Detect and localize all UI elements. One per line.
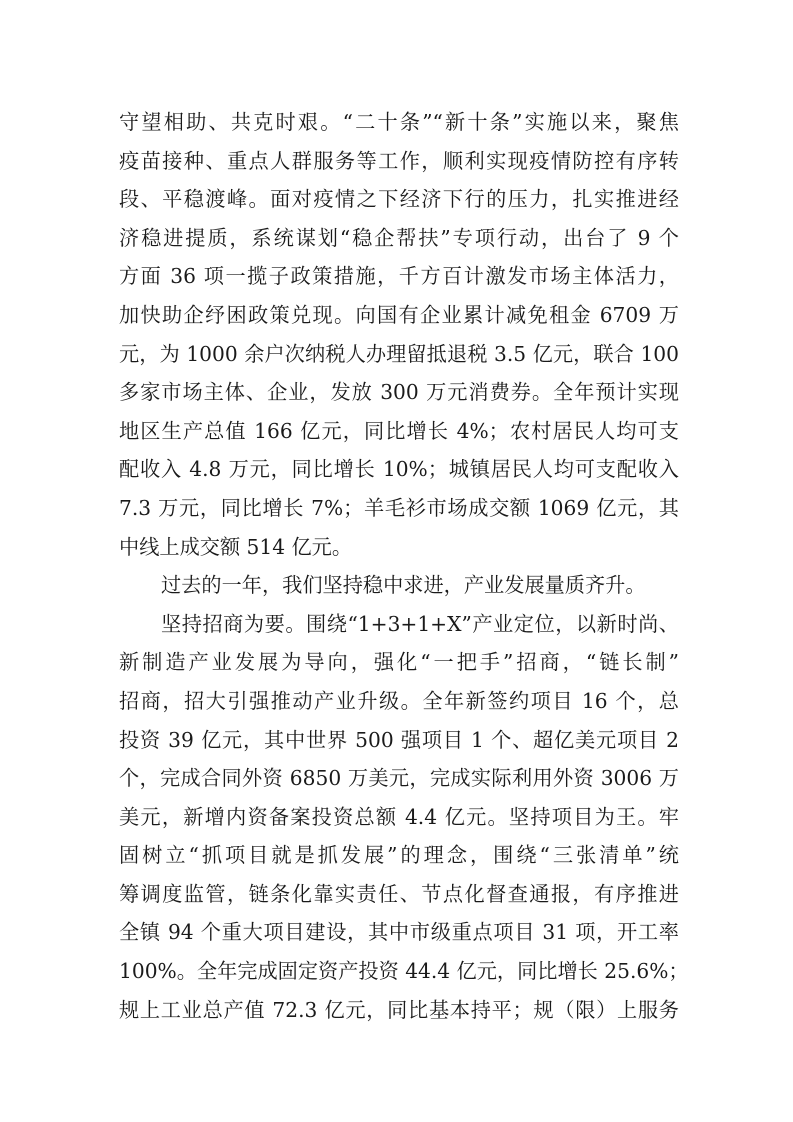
text-line: 方面 36 项一揽子政策措施，千方百计激发市场主体活力， (119, 264, 679, 289)
text-line: 投资 39 亿元，其中世界 500 强项目 1 个、超亿美元项目 2 (119, 727, 679, 752)
text-line: 全镇 94 个重大项目建设，其中市级重点项目 31 项，开工率 (119, 920, 679, 945)
text-line: 中线上成交额 514 亿元。 (119, 534, 353, 559)
text-line: 守望相助、共克时艰。“二十条”“新十条”实施以来，聚焦 (119, 110, 679, 134)
text-line: 招商，招大引强推动产业升级。全年新签约项目 16 个，总 (119, 688, 679, 713)
text-line: 元，为 1000 余户次纳税人办理留抵退税 3.5 亿元，联合 100 (119, 341, 679, 366)
text-line: 加快助企纾困政策兑现。向国有企业累计减免租金 6709 万 (119, 302, 679, 327)
text-line: 固树立“抓项目就是抓发展”的理念，围绕“三张清单”统 (119, 843, 679, 868)
body-text (119, 103, 689, 1029)
text-line: 配收入 4.8 万元，同比增长 10%；城镇居民人均可支配收入 (119, 457, 679, 482)
text-line: 筹调度监管，链条化靠实责任、节点化督查通报，有序推进 (119, 881, 679, 906)
text-line: 多家市场主体、企业，发放 300 万元消费券。全年预计实现 (119, 380, 679, 405)
text-line: 个，完成合同外资 6850 万美元，完成实际利用外资 3006 万 (119, 766, 679, 791)
text-line: 地区生产总值 166 亿元，同比增长 4%；农村居民人均可支 (119, 418, 679, 443)
text-line: 规上工业总产值 72.3 亿元，同比基本持平；规（限）上服务 (119, 997, 679, 1022)
text-line: 美元，新增内资备案投资总额 4.4 亿元。坚持项目为王。牢 (119, 804, 679, 829)
text-line: 7.3 万元，同比增长 7%；羊毛衫市场成交额 1069 亿元，其 (119, 495, 679, 520)
text-line: 段、平稳渡峰。面对疫情之下经济下行的压力，扎实推进经 (119, 187, 679, 212)
text-line: 新制造产业发展为导向，强化“一把手”招商，“链长制” (119, 650, 679, 675)
text-line: 疫苗接种、重点人群服务等工作，顺利实现疫情防控有序转 (119, 148, 679, 173)
text-line: 济稳进提质，系统谋划“稳企帮扶”专项行动，出台了 9 个 (119, 225, 679, 250)
text-line: 过去的一年，我们坚持稳中求进，产业发展量质齐升。 (161, 573, 646, 598)
text-line: 坚持招商为要。围绕“1+3+1+X”产业定位，以新时尚、 (161, 611, 679, 636)
text-line: 100%。全年完成固定资产投资 44.4 亿元，同比增长 25.6%； (119, 959, 689, 984)
